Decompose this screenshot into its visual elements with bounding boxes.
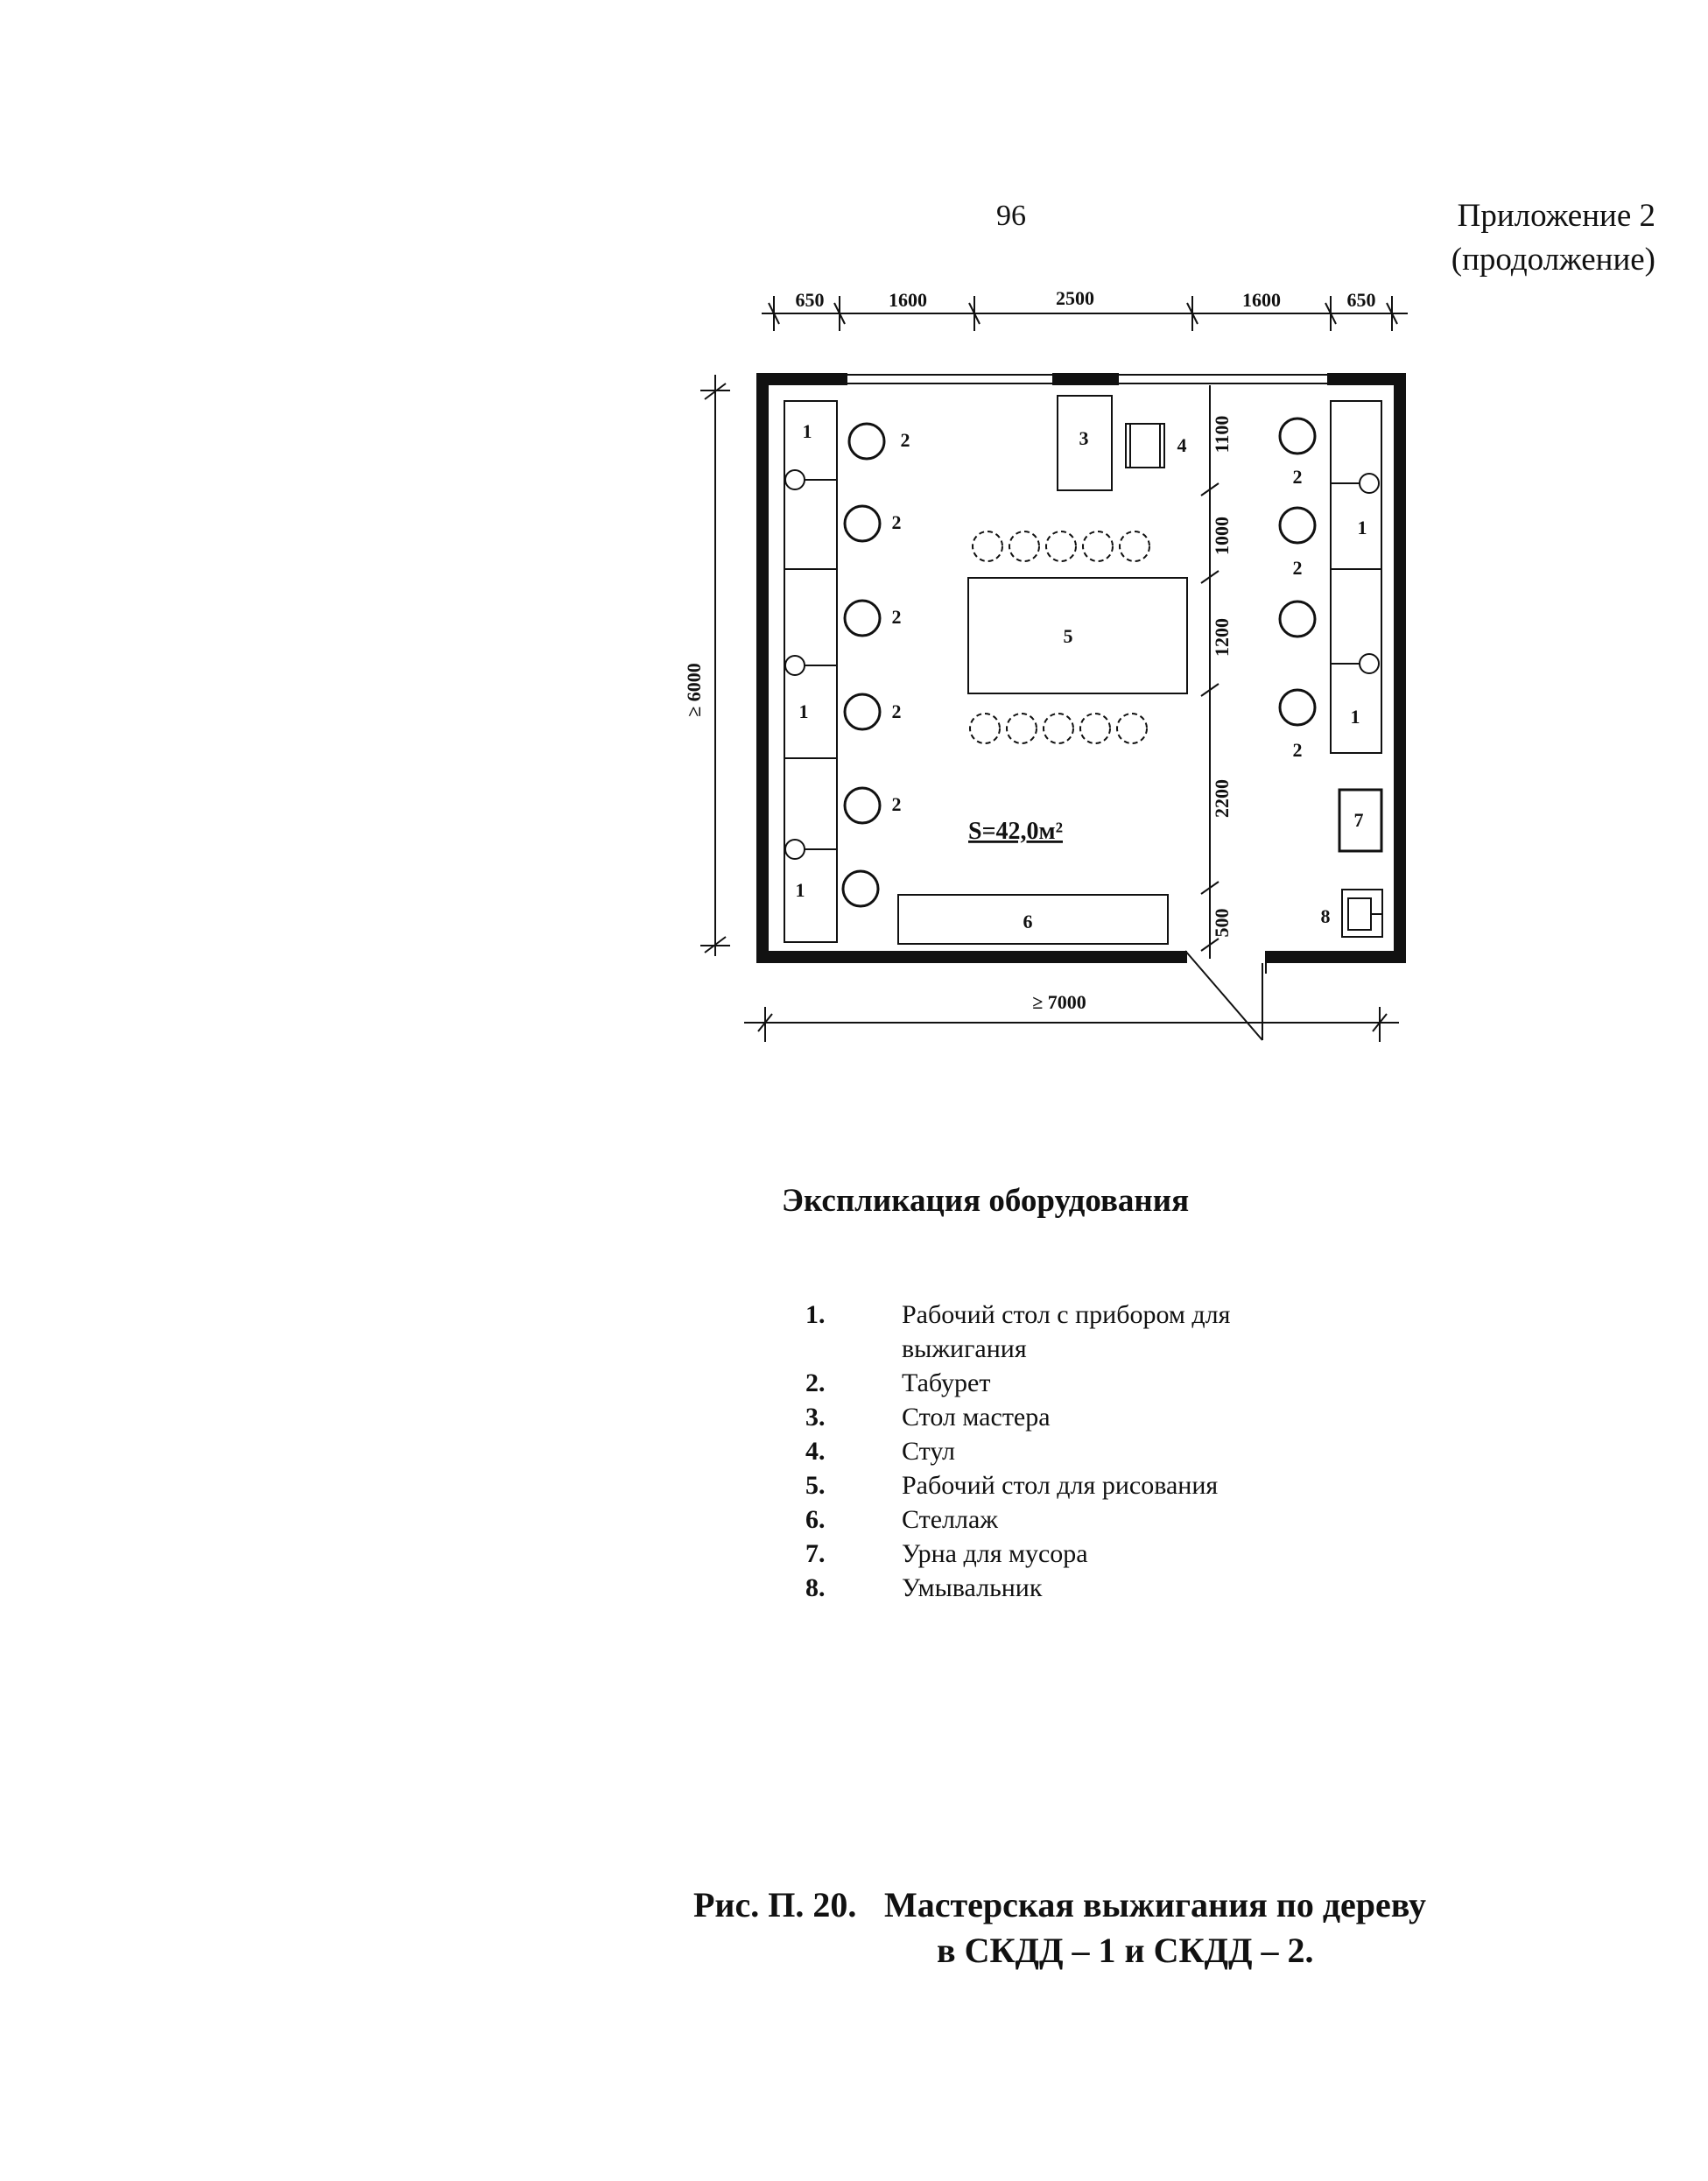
burner-device: [785, 656, 805, 675]
label-stool: 2: [891, 511, 902, 533]
stool: [845, 694, 880, 729]
dim-right-5: 500: [1211, 908, 1233, 938]
label-stool: 2: [1292, 739, 1303, 761]
right-dimension-chain: [1201, 385, 1219, 959]
figure-caption: [693, 1882, 1426, 1973]
drawing-stool: [1044, 714, 1073, 743]
legend-item: [805, 1502, 1278, 1537]
burner-device: [1360, 474, 1379, 493]
stool: [1280, 508, 1315, 543]
legend-item-text: Стеллаж: [902, 1505, 999, 1534]
legend-item: [805, 1537, 1278, 1571]
label-stool: 2: [1292, 466, 1303, 488]
legend-item-text: Рабочий стол с прибором для выжигания: [902, 1300, 1231, 1363]
legend-item-text: Урна для мусора: [902, 1539, 1088, 1568]
legend-item: [805, 1400, 1278, 1434]
sink: [1342, 890, 1383, 937]
label-workbench: 1: [1357, 517, 1367, 538]
drawing-stool: [970, 714, 1000, 743]
stool: [845, 601, 880, 636]
label-stool: 2: [891, 700, 902, 722]
legend-item: [805, 1571, 1278, 1605]
page-number: 96: [996, 200, 1026, 232]
appendix-title: Приложение 2: [1457, 198, 1655, 234]
label-stool: 2: [900, 429, 910, 451]
label-chair: 4: [1177, 434, 1187, 456]
dim-right-1: 1100: [1211, 415, 1233, 454]
legend-item-text: Рабочий стол для рисования: [902, 1471, 1219, 1500]
legend-item: [805, 1468, 1278, 1502]
dim-right-4: 2200: [1211, 779, 1233, 818]
equipment-legend: [805, 1298, 1278, 1605]
burner-device: [1360, 654, 1379, 673]
stool: [1280, 602, 1315, 637]
burner-device: [785, 470, 805, 489]
rack: [898, 895, 1168, 944]
legend-item-text: Умывальник: [902, 1573, 1043, 1602]
label-sink: 8: [1320, 905, 1331, 927]
room-area-label: S=42,0м²: [968, 818, 1063, 845]
label-rack: 6: [1023, 911, 1033, 932]
legend-item-text: Стул: [902, 1437, 955, 1466]
drawing-table: [968, 578, 1187, 693]
drawing-stool: [1120, 531, 1149, 561]
dim-right-2: 1000: [1211, 517, 1233, 555]
legend-item-number: 1.: [805, 1300, 826, 1329]
stool: [1280, 690, 1315, 725]
label-master-table: 3: [1079, 427, 1089, 449]
legend-item-number: 4.: [805, 1437, 826, 1466]
appendix-subtitle: (продолжение): [1451, 242, 1655, 278]
drawing-stool: [1009, 531, 1039, 561]
drawing-stool: [1083, 531, 1113, 561]
stool: [1280, 419, 1315, 454]
stool: [845, 506, 880, 541]
dim-top-4: 1600: [1242, 289, 1281, 311]
legend-title: Экспликация оборудования: [781, 1183, 1190, 1219]
legend-item-number: 5.: [805, 1471, 826, 1500]
dim-right-3: 1200: [1211, 618, 1233, 657]
legend-item-number: 3.: [805, 1403, 826, 1432]
caption-line-1: [693, 1882, 1426, 1928]
dim-width: ≥ 7000: [1032, 991, 1086, 1013]
label-workbench: 1: [1350, 706, 1360, 728]
label-workbench: 1: [795, 879, 805, 901]
dim-top-2: 1600: [889, 289, 927, 311]
stool: [845, 788, 880, 823]
burner-device: [785, 840, 805, 859]
label-drawing-table: 5: [1063, 625, 1073, 647]
left-dimension-line: [700, 375, 730, 956]
dim-top-5: 650: [1346, 289, 1376, 311]
drawing-stool: [1117, 714, 1147, 743]
dim-top-3: 2500: [1056, 287, 1094, 309]
legend-item-number: 7.: [805, 1539, 826, 1568]
caption-title: Мастерская выжигания по дереву: [884, 1885, 1427, 1924]
room-walls: [756, 373, 1406, 963]
door: [1185, 951, 1266, 1040]
drawing-stool: [1007, 714, 1037, 743]
legend-item: [805, 1434, 1278, 1468]
label-workbench: 1: [798, 700, 809, 722]
caption-line-2: в СКДД – 1 и СКДД – 2.: [937, 1931, 1314, 1970]
chair: [1126, 424, 1164, 468]
label-bin: 7: [1353, 809, 1364, 831]
legend-item-text: Табурет: [902, 1368, 991, 1397]
dim-top-1: 650: [795, 289, 825, 311]
label-stool: 2: [891, 606, 902, 628]
label-stool: 2: [891, 793, 902, 815]
legend-item-number: 2.: [805, 1368, 826, 1397]
legend-item-text: Стол мастера: [902, 1403, 1051, 1432]
drawing-stool: [973, 531, 1002, 561]
legend-item: [805, 1298, 1278, 1366]
label-stool: 2: [1292, 557, 1303, 579]
stool: [849, 424, 884, 459]
legend-item: [805, 1366, 1278, 1400]
dim-depth: ≥ 6000: [683, 663, 705, 717]
legend-item-number: 8.: [805, 1573, 826, 1602]
legend-item-number: 6.: [805, 1505, 826, 1534]
label-workbench: 1: [802, 420, 812, 442]
drawing-stool: [1046, 531, 1076, 561]
caption-prefix: Рис. П. 20.: [693, 1885, 857, 1924]
stool: [843, 871, 878, 906]
drawing-stool: [1080, 714, 1110, 743]
